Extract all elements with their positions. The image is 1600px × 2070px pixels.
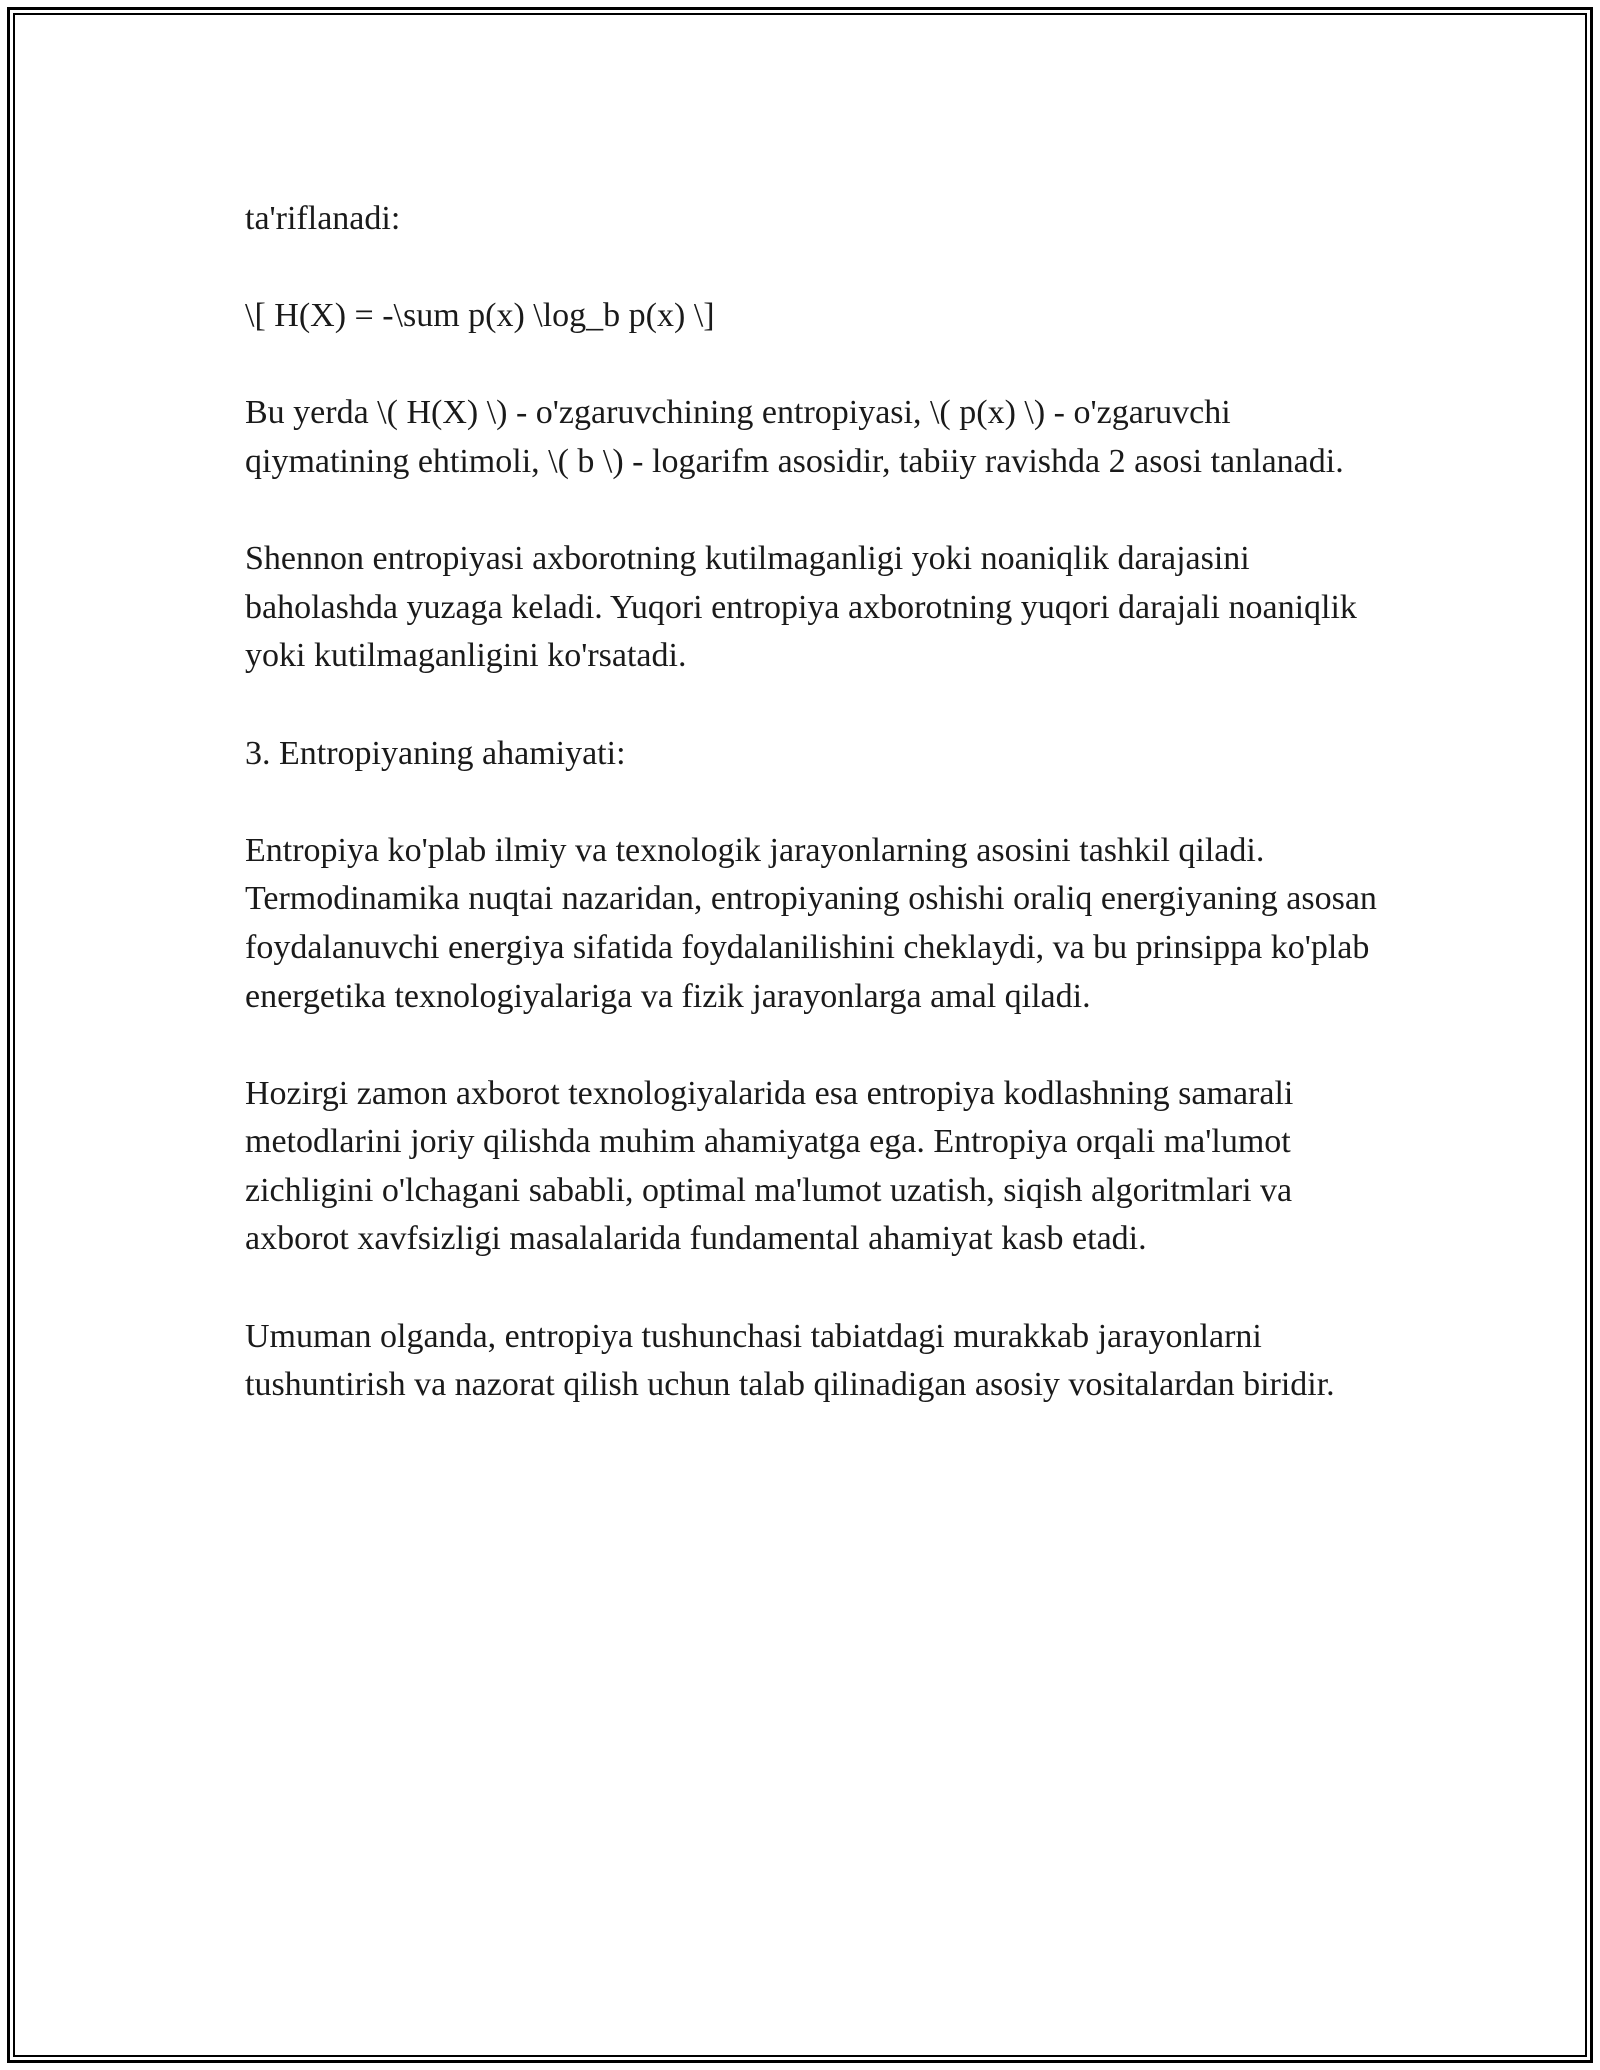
section-heading-importance: 3. Entropiyaning ahamiyati: — [245, 734, 626, 772]
paragraph-definition-intro: ta'riflanadi: — [245, 200, 401, 237]
paragraph-shannon-entropy: Shennon entropiyasi axborotning kutilmaganligi yoki noaniqlik darajasini baholashda yuzaga keladi. Yuqori entropiya axborotning yuqori darajali noaniqlik yoki kutilmaganligini ko'rsatadi. — [245, 540, 1357, 675]
page-content — [245, 195, 1395, 1410]
paragraph-entropy-formula: \[ H(X) = -\sum p(x) \log_b p(x) \] — [245, 297, 715, 335]
page-frame — [7, 7, 1593, 2063]
paragraph-thermodynamics: Entropiya ko'plab ilmiy va texnologik jarayonlarning asosini tashkil qiladi. Termodinamika nuqtai nazaridan, entropiyaning oshishi oraliq energiyaning asosan foydalanuvchi energiya sifatida foydalanilishini cheklaydi, va bu prinsippa ko'plab energetika texnologiyalariga va fizik jarayonlarga amal qiladi. — [245, 831, 1377, 1015]
paragraph-information-technology: Hozirgi zamon axborot texnologiyalarida esa entropiya kodlashning samarali metodlarini joriy qilishda muhim ahamiyatga ega. Entropiya orqali ma'lumot zichligini o'lchagani sababli, optimal ma'lumot uzatish, siqish algoritmlari va axborot xavfsizligi masalalarida fundamental ahamiyat kasb etadi. — [245, 1074, 1294, 1258]
paragraph-conclusion: Umuman olganda, entropiya tushunchasi tabiatdagi murakkab jarayonlarni tushuntirish va nazorat qilish uchun talab qilinadigan asosiy vositalardan biridir. — [245, 1317, 1335, 1404]
paragraph-formula-explanation: Bu yerda \( H(X) \) - o'zgaruvchining entropiyasi, \( p(x) \) - o'zgaruvchi qiymatining ehtimoli, \( b \) - logarifm asosidir, tabiiy ravishda 2 asosi tanlanadi. — [245, 394, 1344, 480]
